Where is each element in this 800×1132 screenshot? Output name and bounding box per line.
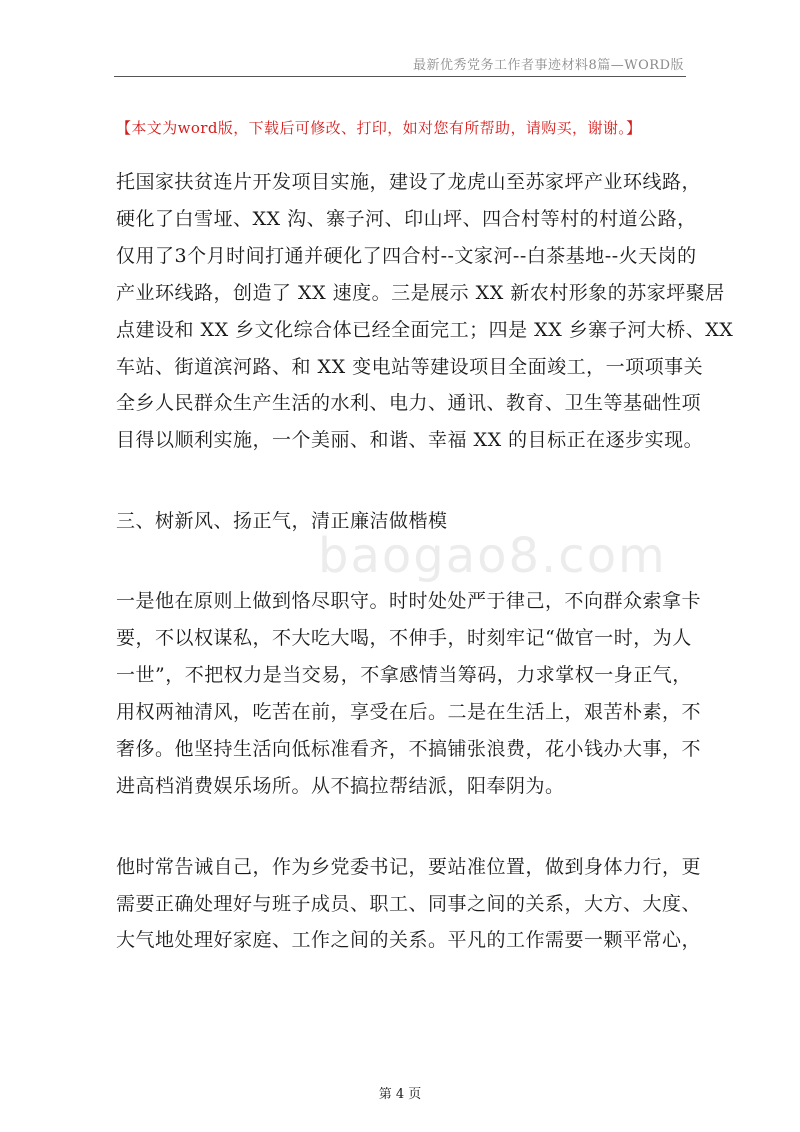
paragraph-integrity: [116, 583, 702, 804]
paragraph-line: 硬化了白雪垭、XX 沟、寨子河、印山坪、四合村等村的村道公路，: [116, 207, 697, 230]
paragraph-infrastructure: [116, 164, 734, 459]
document-header-title: 最新优秀党务工作者事迹材料8篇—WORD版: [412, 58, 684, 73]
paragraph-line: 要，不以权谋私，不大吃大喝，不伸手，时刻牢记“做官一时，为人: [116, 627, 692, 650]
download-notice: 【本文为word版，下载后可修改、打印，如对您有所帮助，请购买，谢谢。】: [116, 119, 642, 137]
paragraph-line: 需要正确处理好与班子成员、职工、同事之间的关系，大方、大度、: [116, 892, 702, 915]
page-number: 第 4 页: [378, 1087, 422, 1102]
paragraph-line: 奢侈。他坚持生活向低标准看齐，不搞铺张浪费，花小钱办大事，不: [116, 737, 702, 760]
paragraph-spacer: [116, 805, 686, 849]
paragraph-line: 全乡人民群众生产生活的水利、电力、通讯、教育、卫生等基础性项: [116, 392, 702, 415]
section-heading: 三、树新风、扬正气，清正廉洁做楷模: [116, 510, 448, 533]
paragraph-line: 一世”，不把权力是当交易，不拿感情当筹码，力求掌权一身正气，: [116, 663, 692, 686]
paragraph-line: 进高档消费娱乐场所。从不搞拉帮结派，阳奉阴为。: [116, 774, 565, 797]
paragraph-spacer: [116, 459, 686, 503]
paragraph-line: 托国家扶贫连片开发项目实施，建设了龙虎山至苏家坪产业环线路，: [116, 171, 702, 193]
watermark: baogao8.com: [318, 528, 667, 584]
paragraph-line: 车站、街道滨河路、和 XX 变电站等建设项目全面竣工，一项项事关: [116, 355, 704, 378]
paragraph-line: 他时常告诫自己，作为乡党委书记，要站准位置，做到身体力行，更: [116, 855, 702, 878]
paragraph-line: 点建设和 XX 乡文化综合体已经全面完工；四是 XX 乡寨子河大桥、XX: [116, 318, 734, 341]
paragraph-line: 目得以顺利实施，一个美丽、和谐、幸福 XX 的目标正在逐步实现。: [116, 429, 704, 452]
paragraph-line: 产业环线路，创造了 XX 速度。三是展示 XX 新农村形象的苏家坪聚居: [116, 281, 725, 304]
paragraph-line: 大气地处理好家庭、工作之间的关系。平凡的工作需要一颗平常心，: [116, 929, 702, 952]
paragraph-self-discipline: [116, 849, 702, 960]
paragraph-line: 用权两袖清风，吃苦在前，享受在后。二是在生活上，艰苦朴素，不: [116, 700, 702, 723]
paragraph-line: 仅用了3个月时间打通并硬化了四合村--文家河--白茶基地--火天岗的: [116, 244, 697, 267]
header-divider: [114, 76, 686, 77]
paragraph-line: 一是他在原则上做到恪尽职守。时时处处严于律己，不向群众索拿卡: [116, 590, 702, 613]
